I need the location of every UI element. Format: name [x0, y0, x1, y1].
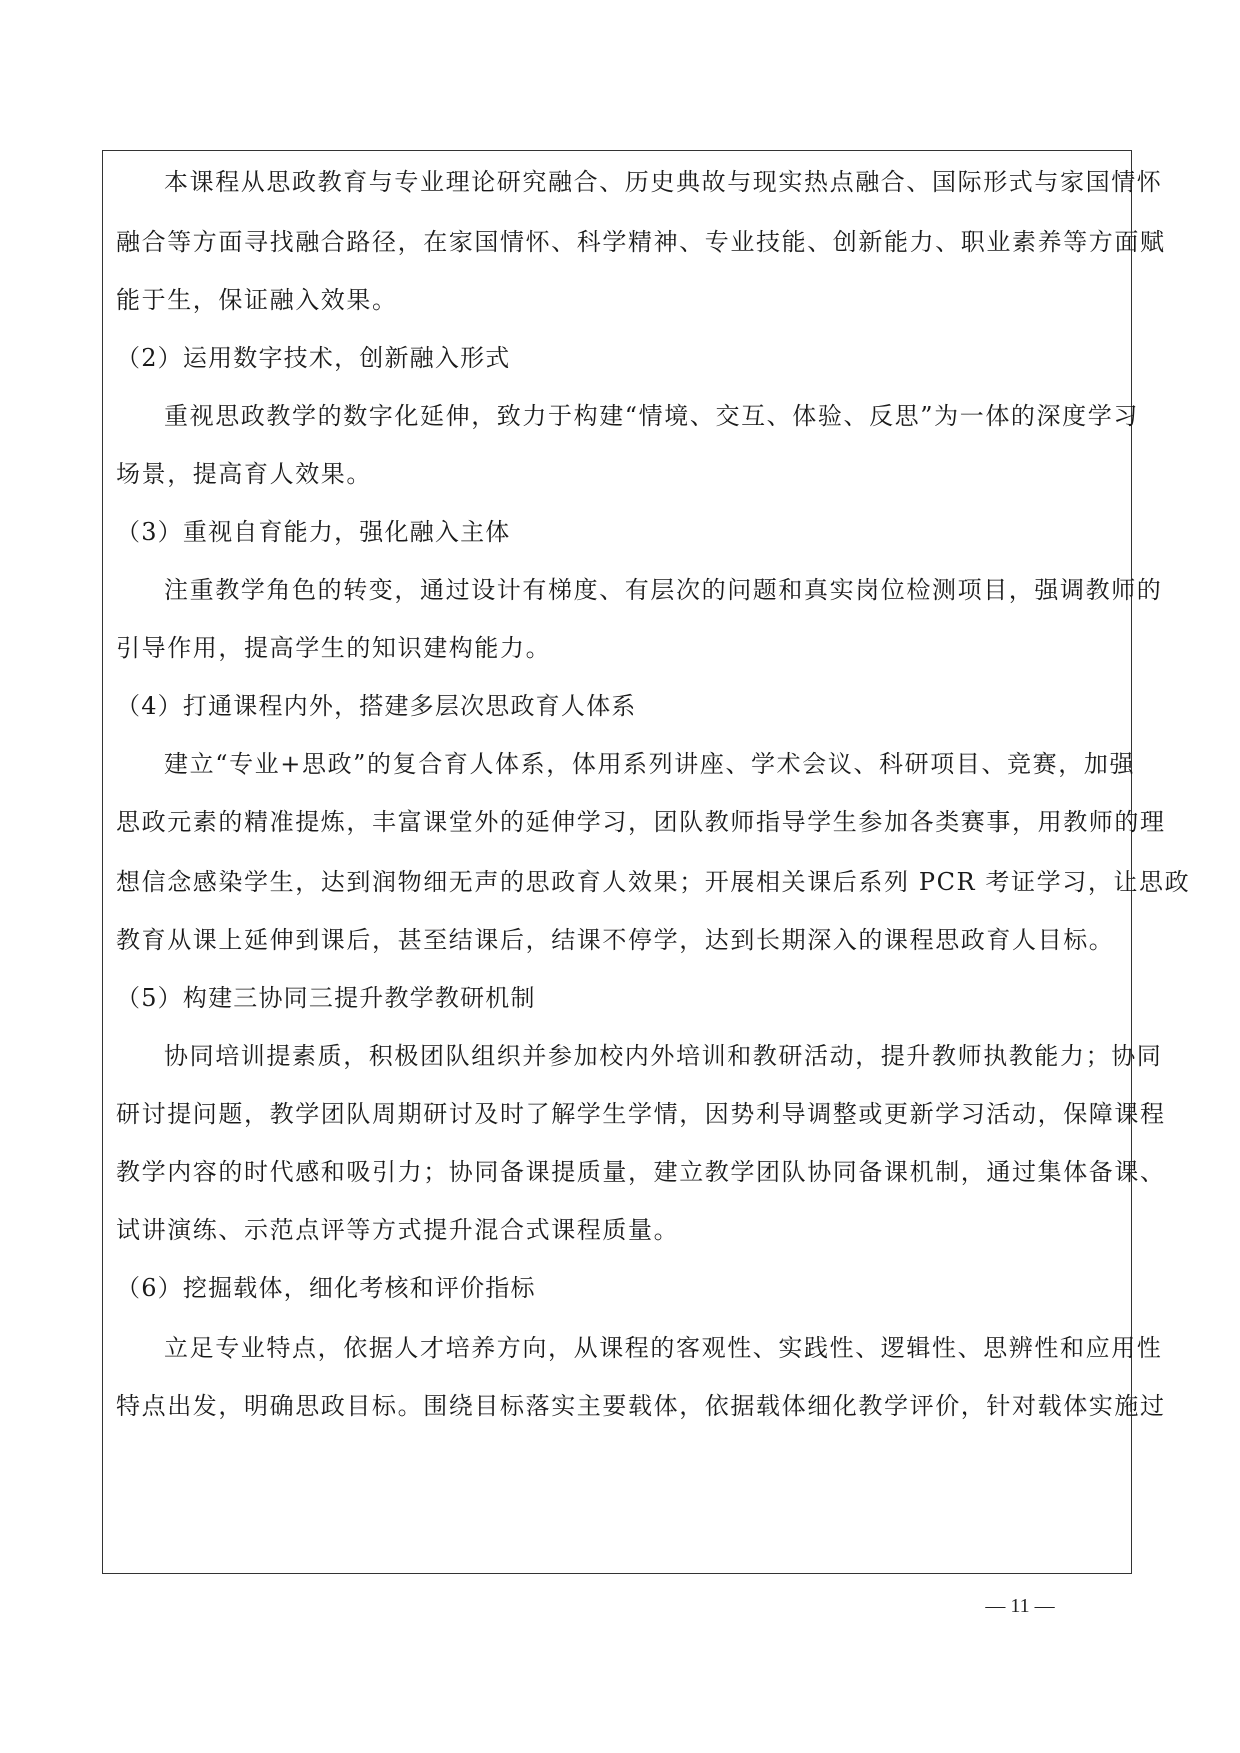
body-text-line: 立足专业特点，依据人才培养方向，从课程的客观性、实践性、逻辑性、思辨性和应用性 — [164, 1334, 1163, 1362]
section-heading: （3）重视自育能力，强化融入主体 — [116, 518, 511, 546]
body-text-line: 注重教学角色的转变，通过设计有梯度、有层次的问题和真实岗位检测项目，强调教师的 — [164, 576, 1163, 604]
section-heading: （6）挖掘载体，细化考核和评价指标 — [116, 1274, 536, 1302]
section-heading: （2）运用数字技术，创新融入形式 — [116, 344, 511, 372]
body-text-line: 场景，提高育人效果。 — [116, 460, 372, 488]
page-number: — 11 — — [985, 1595, 1055, 1617]
body-text-line: 引导作用，提高学生的知识建构能力。 — [116, 634, 552, 662]
body-text-line: 本课程从思政教育与专业理论研究融合、历史典故与现实热点融合、国际形式与家国情怀 — [164, 168, 1163, 196]
body-text-line: 建立“专业+思政”的复合育人体系，体用系列讲座、学术会议、科研项目、竞赛，加强 — [164, 750, 1136, 778]
body-text-line: 教育从课上延伸到课后，甚至结课后，结课不停学，达到长期深入的课程思政育人目标。 — [116, 926, 1115, 954]
body-text-line: 能于生，保证融入效果。 — [116, 286, 398, 314]
section-heading: （4）打通课程内外，搭建多层次思政育人体系 — [116, 692, 637, 720]
body-text-line: 研讨提问题，教学团队周期研讨及时了解学生学情，因势利导调整或更新学习活动，保障课程 — [116, 1100, 1166, 1128]
section-heading: （5）构建三协同三提升教学教研机制 — [116, 984, 536, 1012]
body-text-line: 特点出发，明确思政目标。围绕目标落实主要载体，依据载体细化教学评价，针对载体实施过 — [116, 1392, 1166, 1420]
body-text-line: 试讲演练、示范点评等方式提升混合式课程质量。 — [116, 1216, 680, 1244]
body-text-line: 思政元素的精准提炼，丰富课堂外的延伸学习，团队教师指导学生参加各类赛事，用教师的理 — [116, 808, 1166, 836]
body-text-line: 融合等方面寻找融合路径，在家国情怀、科学精神、专业技能、创新能力、职业素养等方面赋 — [116, 228, 1166, 256]
body-text-line: 教学内容的时代感和吸引力；协同备课提质量，建立教学团队协同备课机制，通过集体备课、 — [116, 1158, 1166, 1186]
body-text-line: 协同培训提素质，积极团队组织并参加校内外培训和教研活动，提升教师执教能力；协同 — [164, 1042, 1163, 1070]
body-text-line: 想信念感染学生，达到润物细无声的思政育人效果；开展相关课后系列 PCR 考证学习，让思政 — [116, 868, 1191, 896]
body-text-line: 重视思政教学的数字化延伸，致力于构建“情境、交互、体验、反思”为一体的深度学习 — [164, 402, 1139, 430]
